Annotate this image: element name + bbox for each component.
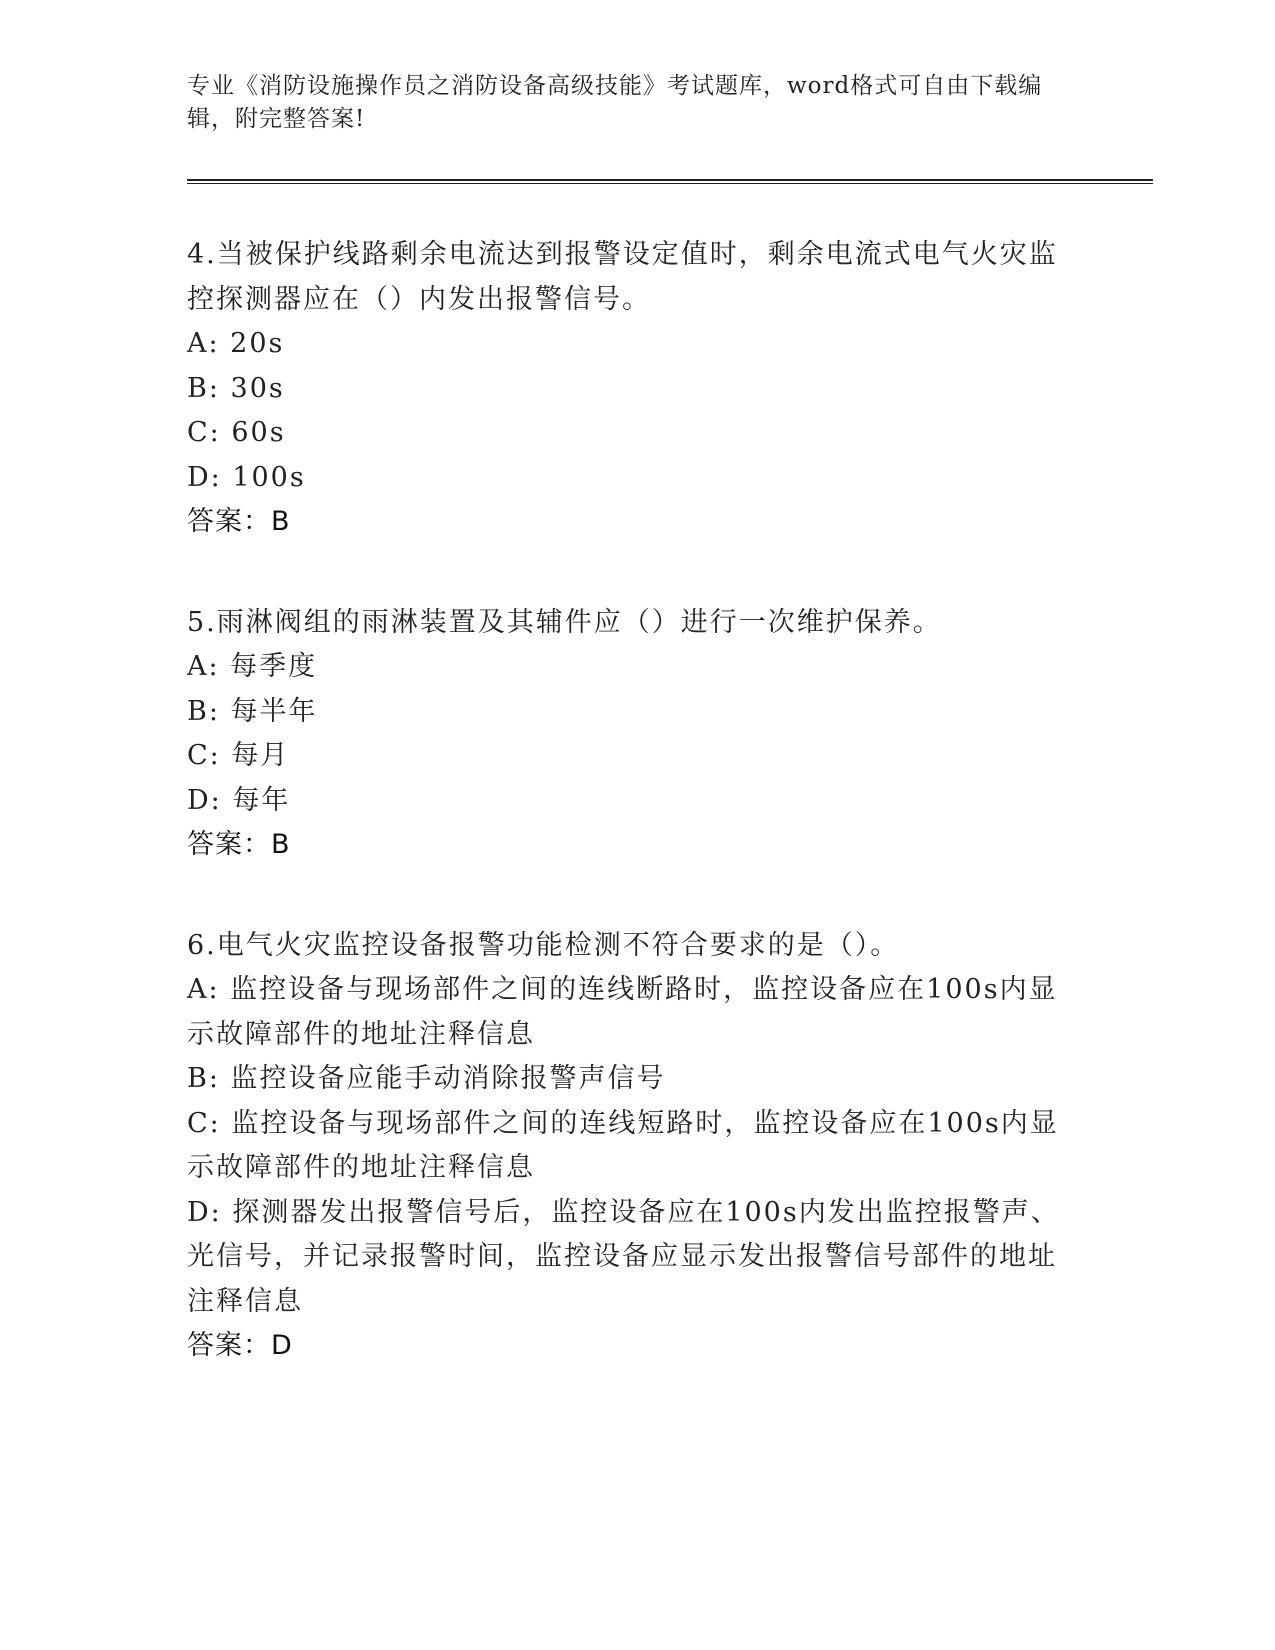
question-stem: 5.雨淋阀组的雨淋装置及其辅件应（）进行一次维护保养。 [187,606,942,638]
option-d: D: 每年 [187,784,291,816]
question-stem: 6.电气火灾监控设备报警功能检测不符合要求的是（）。 [187,929,900,961]
question-4 [187,233,1067,545]
option-c: C: 每月 [187,740,290,771]
answer-line: 答案：B [187,829,291,860]
option-c: C: 监控设备与现场部件之间的连线短路时，监控设备应在100s内显示故障部件的地址注释信息 [187,1107,1059,1183]
option-a: A: 20s [187,328,285,359]
option-d: D: 探测器发出报警信号后，监控设备应在100s内发出监控报警声、光信号，并记录报警时间，监控设备应显示发出报警信号部件的地址注释信息 [187,1196,1060,1317]
answer-line: 答案：D [187,1330,293,1361]
question-5 [187,601,1067,868]
option-b: B: 监控设备应能手动消除报警声信号 [187,1063,666,1094]
document-header: 专业《消防设施操作员之消防设备高级技能》考试题库，word格式可自由下载编辑，附完整答案! [187,73,1043,132]
option-a: A: 监控设备与现场部件之间的连线断路时，监控设备应在100s内显示故障部件的地址注释信息 [187,974,1058,1050]
option-b: B: 30s [187,372,285,404]
answer-line: 答案：B [187,506,291,537]
header-divider-thick [187,179,1153,181]
option-d: D: 100s [187,461,306,493]
option-b: B: 每半年 [187,695,318,727]
question-list [187,233,1067,1425]
question-stem: 4.当被保护线路剩余电流达到报警设定值时，剩余电流式电气火灾监控探测器应在（）内发出报警信号。 [187,239,1058,315]
header-divider-thin [187,183,1153,184]
option-a: A: 每季度 [187,651,318,682]
option-c: C: 60s [187,417,286,448]
question-6 [187,924,1067,1369]
